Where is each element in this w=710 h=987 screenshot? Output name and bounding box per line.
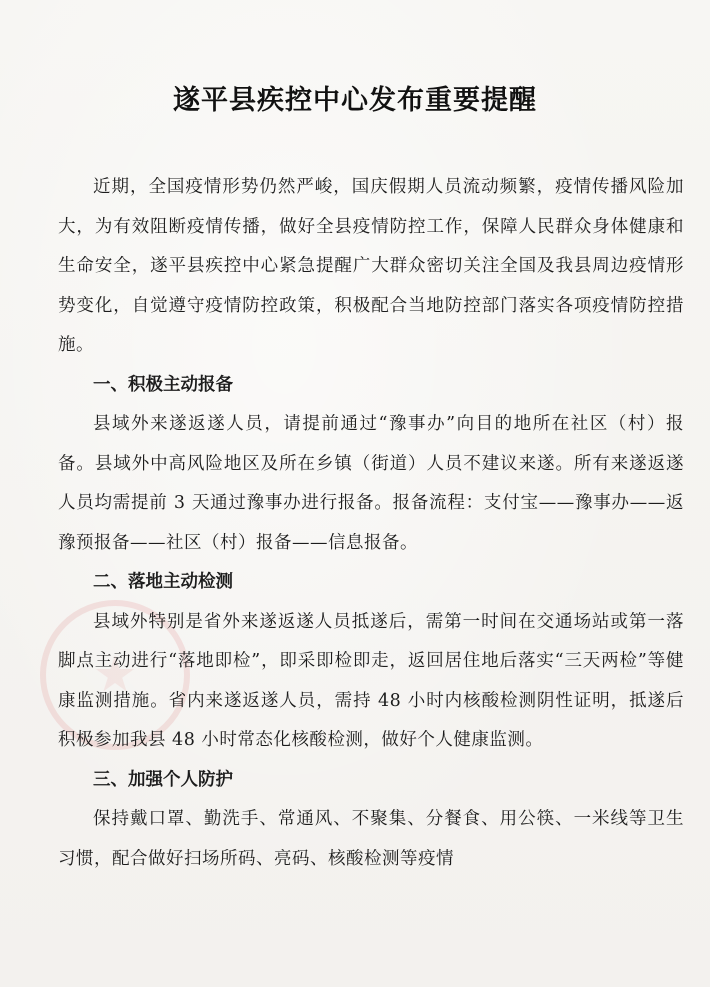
document-title: 遂平县疾控中心发布重要提醒 bbox=[173, 85, 537, 116]
section-heading-2: 二、落地主动检测 bbox=[93, 572, 233, 592]
section-heading-1: 一、积极主动报备 bbox=[93, 374, 233, 395]
document-body bbox=[58, 168, 684, 879]
section-body-1: 县域外来遂返遂人员，请提前通过“豫事办”向目的地所在社区（村）报备。县域外中高风险地区及所在乡镇（街道）人员不建议来遂。所有来遂返遂人员均需提前 3 天通过豫事办进行报备。报备流程：支付宝——豫事办——返豫预报备——社区（村）报备——信息报备。 bbox=[58, 414, 684, 553]
section-heading-3: 三、加强个人防护 bbox=[93, 769, 233, 790]
intro-paragraph: 近期，全国疫情形势仍然严峻，国庆假期人员流动频繁，疫情传播风险加大，为有效阻断疫情传播，做好全县疫情防控工作，保障人民群众身体健康和生命安全，遂平县疾控中心紧急提醒广大群众密切关注全国及我县周边疫情形势变化，自觉遵守疫情防控政策，积极配合当地防控部门落实各项疫情防控措施。 bbox=[58, 177, 684, 355]
section-body-2: 县域外特别是省外来遂返遂人员抵遂后，需第一时间在交通场站或第一落脚点主动进行“落地即检”，即采即检即走，返回居住地后落实“三天两检”等健康监测措施。省内来遂返遂人员，需持 48 小时内核酸检测阴性证明，抵遂后积极参加我县 48 小时常态化核酸检测，做好个人健康监测。 bbox=[58, 611, 684, 750]
section-body-3: 保持戴口罩、勤洗手、常通风、不聚集、分餐食、用公筷、一米线等卫生习惯，配合做好扫场所码、亮码、核酸检测等疫情 bbox=[58, 809, 684, 869]
